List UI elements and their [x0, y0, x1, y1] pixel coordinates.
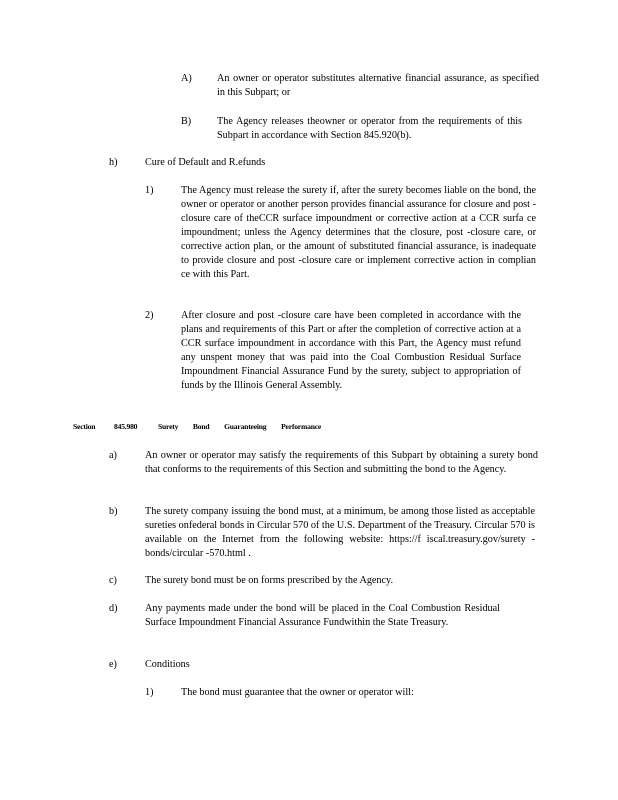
- section-number: 845.980: [114, 422, 138, 431]
- item-d-label: d): [109, 603, 118, 614]
- item-h-heading: Cure of Default and R.efunds: [145, 157, 266, 168]
- item-d-text: Any payments made under the bond will be placed in the Coal Combustion Residual Surface Impoundment Financial Assurance Fundwithin the State Treasury.: [145, 603, 500, 628]
- item-e1-label: 1): [145, 687, 154, 698]
- item-a-label: a): [109, 450, 117, 461]
- item-B-label: B): [181, 116, 192, 127]
- item-h2-text: After closure and post -closure care have been completed in accordance with the plans and requirements of this Part or after the completion of corrective action at a CCR surface impoundment in accordance with this Part, the Agency must refund any unspent money that was paid into the Coal Combustion Residual Surface Impoundment Financial Assurance Fund by the surety, subject to appropriation of funds by the Illinois General Assembly.: [181, 310, 521, 391]
- item-c-label: c): [109, 575, 117, 586]
- item-e-heading: Conditions: [145, 659, 190, 670]
- item-b-label: b): [109, 506, 118, 517]
- item-h1-text: The Agency must release the surety if, after the surety becomes liable on the bond, the owner or operator or another person provides financial assurance for closure and post -closure care of theCCR surface impoundment or corrective action at a CCR surfa ce impoundment; unless the Agency determines that the closure, post -closure care, or corrective action plan, or the amount of substituted financial assurance, is inadequate to provide closure and post -closure care or implement corrective action in complian ce with this Part.: [181, 185, 536, 280]
- item-B-text: The Agency releases theowner or operator from the requirements of this Subpart in accordance with Section 845.920(b).: [217, 116, 522, 141]
- item-h1-label: 1): [145, 185, 154, 196]
- item-A-text: An owner or operator substitutes alternative financial assurance, as specified in this Subpart; or: [217, 73, 539, 98]
- section-title: Surety Bond Guaranteeing Performance: [158, 422, 322, 431]
- item-e1-text: The bond must guarantee that the owner or operator will:: [181, 687, 414, 698]
- item-A-label: A): [181, 73, 192, 84]
- section-word: Section: [73, 422, 96, 431]
- item-b-text: The surety company issuing the bond must, at a minimum, be among those listed as acceptable sureties onfederal bonds in Circular 570 of the U.S. Department of the Treasury. Circular 570 is available on the Internet from the following website: https://f iscal.treasury.gov/surety -bonds/circular -570.html .: [145, 506, 535, 559]
- item-h2-label: 2): [145, 310, 154, 321]
- item-a-text: An owner or operator may satisfy the requirements of this Subpart by obtaining a surety bond that conforms to the requirements of this Section and submitting the bond to the Agency.: [145, 450, 538, 475]
- item-c-text: The surety bond must be on forms prescribed by the Agency.: [145, 575, 394, 586]
- item-e-label: e): [109, 659, 117, 670]
- item-h-label: h): [109, 157, 118, 168]
